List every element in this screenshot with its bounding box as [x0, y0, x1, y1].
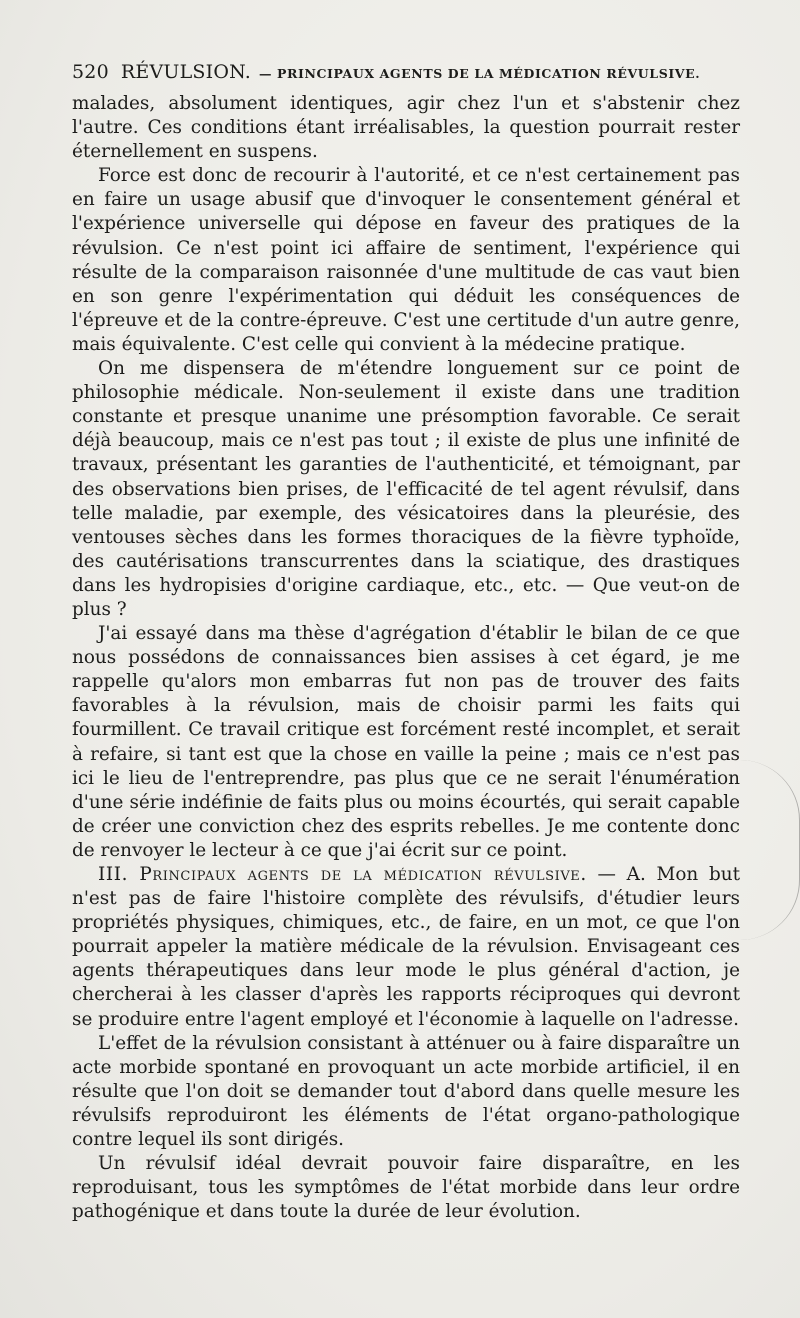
section-heading: III. Principaux agents de la médication révulsive.	[98, 864, 587, 885]
book-page	[72, 52, 740, 1224]
paragraph-authority: Force est donc de recourir à l'autorité, et ce n'est certainement pas en faire un usage abusif que d'invoquer le consentement général et l'expérience universelle qui dépose en faveur des pratiques de la révulsion. Ce n'est point ici affaire de sentiment, l'expérience qui résulte de la comparaison raisonnée d'une multitude de cas vaut bien en son genre l'expérimentation qui déduit les conséquences de l'épreuve et de la contre-épreuve. C'est une certitude d'un autre genre, mais équivalente. C'est celle qui convient à la médecine pratique.	[72, 165, 740, 355]
running-subtitle: — PRINCIPAUX AGENTS DE LA MÉDICATION RÉVULSIVE.	[258, 66, 701, 81]
bleed-through-mark	[739, 760, 800, 940]
paragraph-ideal: Un révulsif idéal devrait pouvoir faire disparaître, en les reproduisant, tous les symptômes de l'état morbide dans leur ordre pathogénique et dans toute la durée de leur évolution.	[72, 1153, 740, 1223]
running-title: RÉVULSION.	[120, 61, 251, 83]
paragraph-continued: malades, absolument identiques, agir chez l'un et s'abstenir chez l'autre. Ces conditions étant irréalisables, la question pourrait rester éternellement en suspens.	[72, 93, 740, 163]
paragraph-thesis: J'ai essayé dans ma thèse d'agrégation d'établir le bilan de ce que nous possédons de connaissances bien assises à cet égard, je me rappelle qu'alors mon embarras fut non pas de trouver des faits favorables à la révulsion, mais de choisir parmi les faits qui fourmillent. Ce travail critique est forcément resté incomplet, et serait à refaire, si tant est que la chose en vaille la peine ; mais ce n'est pas ici le lieu de l'entreprendre, pas plus que ce ne serait l'énumération d'une série indéfinie de faits plus ou moins écourtés, qui serait capable de créer une conviction chez des esprits rebelles. Je me contente donc de renvoyer le lecteur à ce que j'ai écrit sur ce point.	[72, 623, 740, 861]
section-paragraph	[72, 863, 740, 1032]
paragraph-philosophy: On me dispensera de m'étendre longuement sur ce point de philosophie médicale. Non-seulement il existe dans une tradition constante et presque unanime une présomption favorable. Ce serait déjà beaucoup, mais ce n'est pas tout ; il existe de plus une infinité de travaux, présentant les garanties de l'authenticité, et témoignant, par des observations bien prises, de l'efficacité de tel agent révulsif, dans telle maladie, par exemple, des vésicatoires dans la pleurésie, des ventouses sèches dans les formes thoraciques de la fièvre typhoïde, des cautérisations transcurrentes dans la sciatique, des drastiques dans les hydropisies d'origine cardiaque, etc., etc. — Que veut-on de plus ?	[72, 358, 740, 620]
section-text: — A. Mon but n'est pas de faire l'histoire complète des révulsifs, d'étudier leurs propriétés physiques, chimiques, etc., de faire, en un mot, ce que l'on pourrait appeler la matière médicale de la révulsion. Envisageant ces agents thérapeutiques dans leur mode le plus général d'action, je chercherai à les classer d'après les rapports réciproques qui devront se produire entre l'agent employé et l'économie à laquelle on l'adresse.	[72, 864, 740, 1030]
paragraph-effect: L'effet de la révulsion consistant à atténuer ou à faire disparaître un acte morbide spontané en provoquant un acte morbide artificiel, il en résulte que l'on doit se demander tout d'abord dans quelle mesure les révulsifs reproduiront les éléments de l'état organo-pathologique contre lequel ils sont dirigés.	[72, 1032, 740, 1151]
running-head	[72, 52, 740, 92]
page-number: 520	[72, 61, 109, 83]
